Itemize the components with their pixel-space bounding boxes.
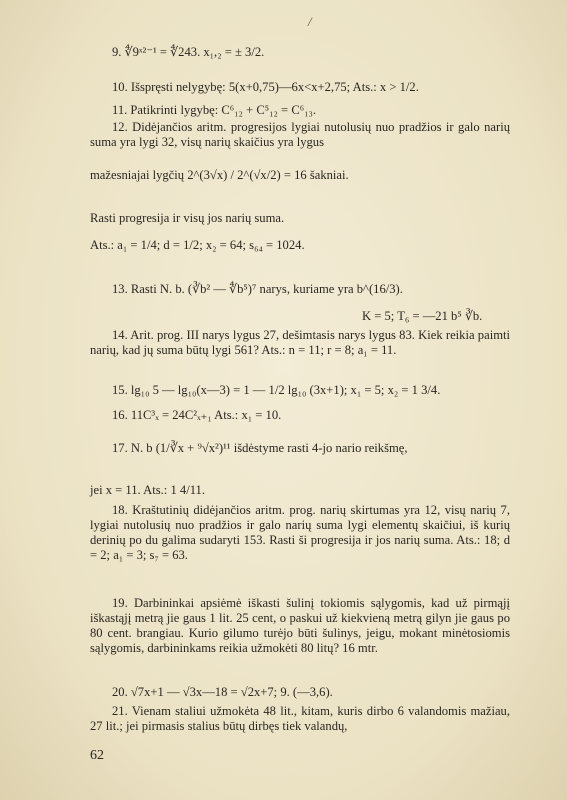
- problem-20: 20. √7x+1 — √3x—18 = √2x+7; 9. (—3,6).: [112, 685, 333, 699]
- problem-21: 21. Vienam staliui užmokėta 48 lit., kitam, kuris dirbo 6 valandomis mažiau, 27 lit.; jei pirmasis stalius būtų dirbęs tiek valandų,: [90, 704, 510, 733]
- problem-18: 18. Kraštutinių didėjančios aritm. prog. narių skirtumas yra 12, visų narių 7, lygiai nutolusių nuo pradžios ir galo narių suma lygi elementų skaičiui, iš kurių derinių po du galima sudaryti 153. Rasti ši progresija ir jos narių suma. Ats.: 18; d = 2; a₁ = 3; s₇ = 63.: [90, 503, 510, 562]
- problem-9: 9. ∜9ˣ²⁻¹ = ∜243. x₁,₂ = ± 3/2.: [112, 45, 265, 59]
- problem-13: 13. Rasti N. b. (∛b² — ∜b⁵)⁷ narys, kuriame yra b^(16/3).: [112, 282, 403, 296]
- page-number: 62: [90, 748, 104, 763]
- problem-13-answer: K = 5; T₆ = —21 b⁵ ∛b.: [362, 309, 483, 323]
- problem-19: 19. Darbininkai apsiėmė iškasti šulinį tokiomis sąlygomis, kad už pirmąjį iškastąjį metrą jie gaus 1 lit. 25 cent, o paskui už kiekvieną metrą gilyn jie gaus po 80 cent. brangiau. Kurio gilumo turėjo būti šulinys, jeigu, mokant minėtosiomis sąlygomis, darbininkams reikia užmokėti 80 litų? 16 mtr.: [90, 596, 510, 655]
- problem-12-task: Rasti progresija ir visų jos narių suma.: [90, 211, 285, 225]
- problem-17-answer: jei x = 11. Ats.: 1 4/11.: [90, 483, 205, 497]
- problem-11: 11. Patikrinti lygybę: C⁶₁₂ + C⁵₁₂ = C⁶₁₃.: [112, 103, 317, 117]
- problem-12-equation: mažesniajai lygčių 2^(3√x) / 2^(√x/2) = 16 šakniai.: [90, 168, 349, 182]
- problem-14: 14. Arit. prog. III narys lygus 27, dešimtasis narys lygus 83. Kiek reikia paimti narių, kad jų suma būtų lygi 561? Ats.: n = 11; r = 8; a₁ = 11.: [90, 328, 510, 357]
- problem-12-text: 12. Didėjančios aritm. progresijos lygiai nutolusių nuo pradžios ir galo narių suma yra lygi 32, visų narių skaičius yra lygus: [90, 120, 510, 149]
- pencil-mark: /: [308, 14, 312, 29]
- problem-12-answer: Ats.: a₁ = 1/4; d = 1/2; x₂ = 64; s₆₄ = 1024.: [90, 238, 305, 252]
- problem-16: 16. 11C³ₓ = 24C²ₓ₊₁ Ats.: x₁ = 10.: [112, 408, 282, 422]
- problem-17: 17. N. b (1/∛x + ⁹√x²)¹¹ išdėstyme rasti 4-jo nario reikšmę,: [112, 441, 408, 455]
- problem-10: 10. Išspręsti nelygybę: 5(x+0,75)—6x<x+2,75; Ats.: x > 1/2.: [112, 80, 419, 94]
- problem-15: 15. lg₁₀ 5 — lg₁₀(x—3) = 1 — 1/2 lg₁₀ (3x+1); x₁ = 5; x₂ = 1 3/4.: [112, 383, 441, 397]
